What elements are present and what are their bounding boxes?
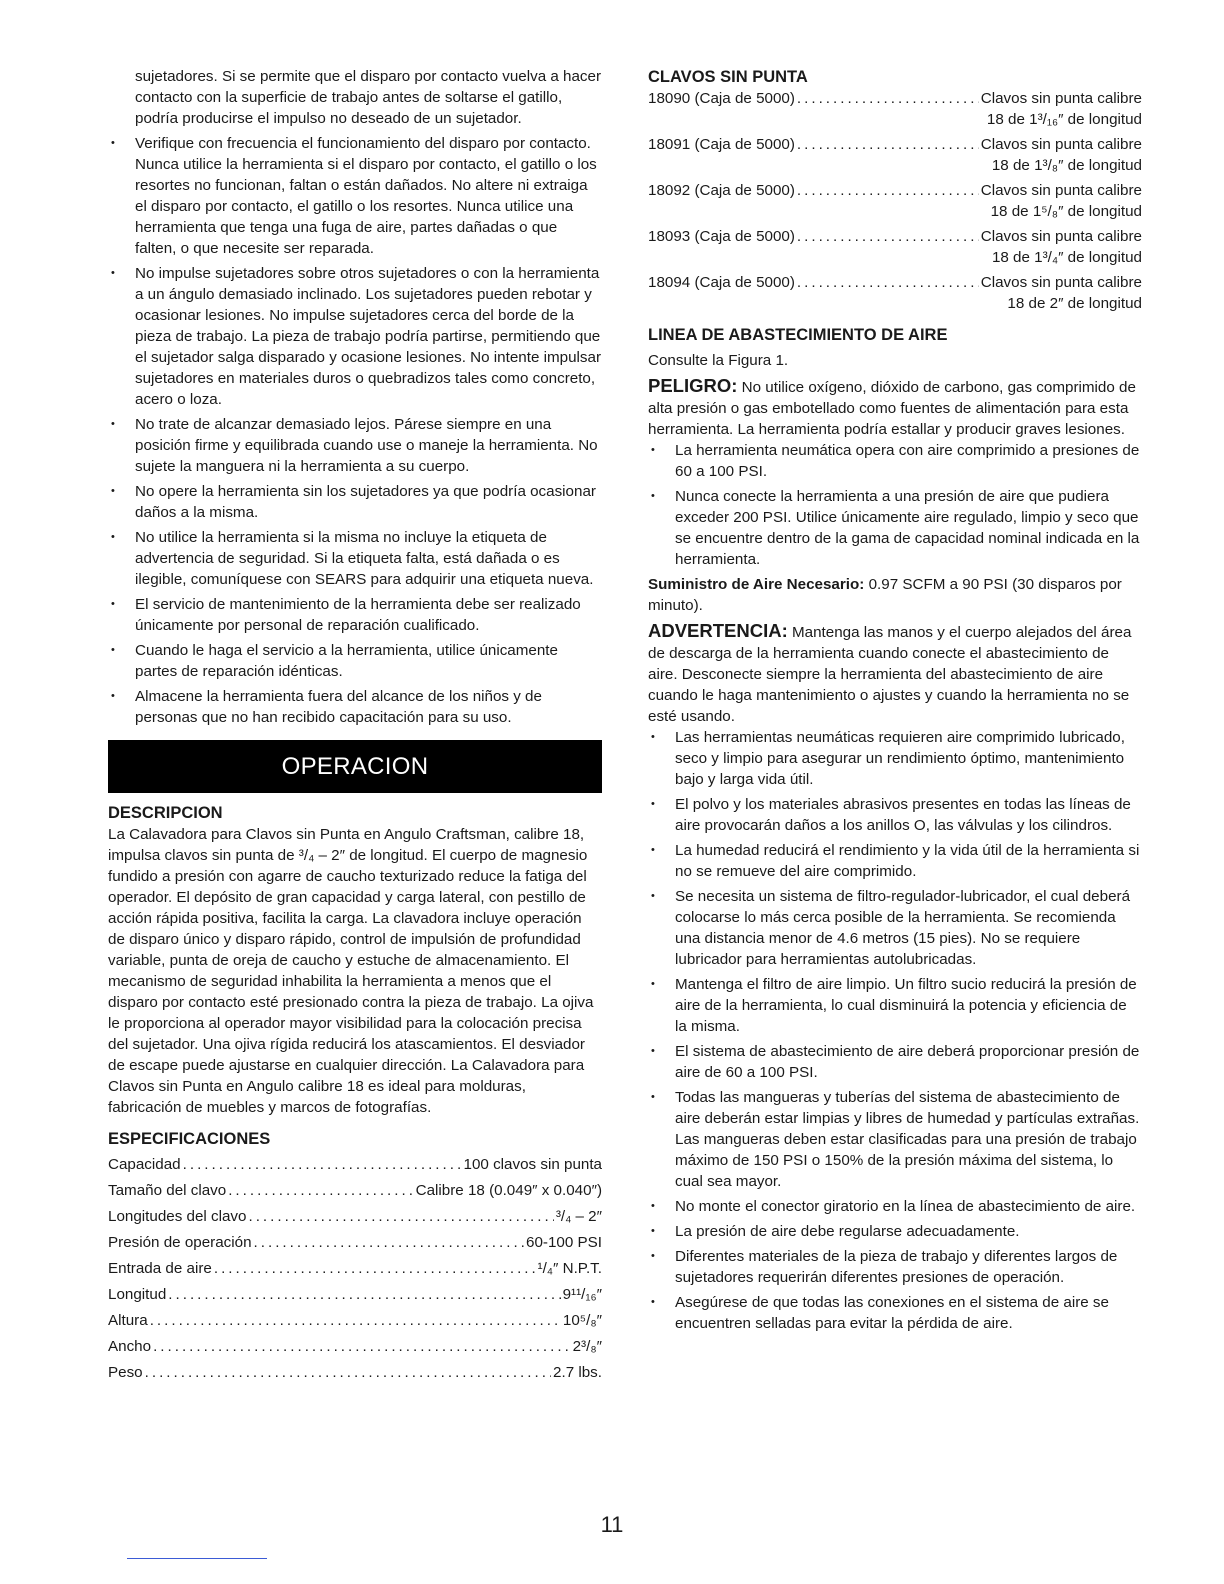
nail-size: 18 de 1³/₄″ de longitud [991, 249, 1142, 266]
list-item: • La presión de aire debe regularse adecuadamente. [648, 1221, 1142, 1242]
list-item: • Nunca conecte la herramienta a una presión de aire que pudiera exceder 200 PSI. Utilice únicamente aire regulado, limpio y seco que se encuentre dentro de la gama de capacidad nominal indicada en la herramienta. [648, 486, 1142, 570]
list-item: • El servicio de mantenimiento de la herramienta debe ser realizado únicamente por personal de reparación cualificado. [108, 594, 602, 636]
leader-dots [248, 1204, 553, 1230]
list-item: • Almacene la herramienta fuera del alcance de los niños y de personas que no han recibido capacitación para su uso. [108, 686, 602, 728]
nail-part-number: 18090 (Caja de 5000) [648, 90, 795, 107]
list-item: • No impulse sujetadores sobre otros sujetadores o con la herramienta a un ángulo demasiado inclinado. Los sujetadores pueden rebotar y ocasionar lesiones. No impulse sujetadores cerca del borde de la pieza de trabajo. La pieza de trabajo podría partirse, permitiendo que el sujetador salga disparado y ocasione lesiones. No intente impulsar sujetadores en materiales duros o quebradizos tales como concreto, acero o loza. [108, 263, 602, 410]
consulte-text: Consulte la Figura 1. [648, 352, 789, 369]
spec-row [108, 1282, 602, 1308]
pressure-bullet-list [648, 440, 1142, 570]
list-item: • No utilice la herramienta si la misma no incluye la etiqueta de advertencia de seguridad. Si la etiqueta falta, está dañada o es ilegible, comuníquese con SEARS para adquirir una etiqueta nueva. [108, 527, 602, 590]
spec-row [108, 1256, 602, 1282]
spec-label: Longitudes del clavo [108, 1208, 247, 1225]
peligro-text: No utilice oxígeno, dióxido de carbono, gas comprimido de alta presión o gas embotellado como fuentes de alimentación para esta herramienta. La herramienta podría estallar y producir graves lesiones. [648, 379, 1136, 438]
spec-label: Capacidad [108, 1156, 181, 1173]
nail-item [648, 134, 1142, 176]
list-item: • Verifique con frecuencia el funcionamiento del disparo por contacto. Nunca utilice la herramienta si el disparo por contacto, el gatillo o los resortes no funcionan, faltan o están dañados. No altere ni extraiga el disparo por contacto, el gatillo o los resortes. Nunca utilice una herramienta que tenga una fuga de aire, partes dañadas o que falten, o que necesite ser reparada. [108, 133, 602, 259]
list-item: • La herramienta neumática opera con aire comprimido a presiones de 60 a 100 PSI. [648, 440, 1142, 482]
nail-item [648, 180, 1142, 222]
leader-dots [797, 88, 979, 109]
nail-description: Clavos sin punta calibre [980, 90, 1142, 107]
nail-size: 18 de 1³/₁₆″ de longitud [986, 111, 1142, 128]
right-column [648, 66, 1142, 1338]
spec-value: 60-100 PSI [526, 1234, 602, 1251]
leader-dots [183, 1152, 462, 1178]
specs-table [108, 1152, 602, 1386]
leader-dots [150, 1308, 561, 1334]
list-item: • No opere la herramienta sin los sujetadores ya que podría ocasionar daños a la misma. [108, 481, 602, 523]
page-number: 11 [600, 1512, 624, 1537]
nail-item [648, 272, 1142, 314]
advertencia-label: ADVERTENCIA: [648, 620, 788, 641]
advertencia-text: Mantenga las manos y el cuerpo alejados del área de descarga de la herramienta cuando conecte el abastecimiento de aire. Desconecte siempre la herramienta del abastecimiento de aire cuando le haga mantenimiento o ajustes y cuando la herramienta no se esté usando. [648, 624, 1132, 725]
list-item: • Se necesita un sistema de filtro-regulador-lubricador, el cual deberá colocarse lo más cerca posible de la herramienta. Se recomienda una distancia menor de 4.6 metros (15 pies). No se requiere lubricador para herramientas autolubricadas. [648, 886, 1142, 970]
footer-rule [127, 1558, 267, 1559]
spec-row [108, 1308, 602, 1334]
spec-row [108, 1230, 602, 1256]
list-item: • La humedad reducirá el rendimiento y la vida útil de la herramienta si no se remueve del aire comprimido. [648, 840, 1142, 882]
list-item: • Asegúrese de que todas las conexiones en el sistema de aire se encuentren selladas para evitar la pérdida de aire. [648, 1292, 1142, 1334]
suministro-label: Suministro de Aire Necesario: [648, 576, 865, 593]
list-item: • Las herramientas neumáticas requieren aire comprimido lubricado, seco y limpio para asegurar un rendimiento óptimo, mantenimiento bajo y larga vida útil. [648, 727, 1142, 790]
nail-part-number: 18091 (Caja de 5000) [648, 136, 795, 153]
list-item: • El sistema de abastecimiento de aire deberá proporcionar presión de aire de 60 a 100 PSI. [648, 1041, 1142, 1083]
leader-dots [797, 180, 979, 201]
nails-list [648, 88, 1142, 314]
spec-value: 9¹¹/₁₆″ [562, 1286, 602, 1303]
nail-description: Clavos sin punta calibre [980, 274, 1142, 291]
nail-part-number: 18094 (Caja de 5000) [648, 274, 795, 291]
nail-size: 18 de 1³/₈″ de longitud [991, 157, 1142, 174]
list-item: • Mantenga el filtro de aire limpio. Un filtro sucio reducirá la presión de aire de la herramienta, lo cual disminuirá la potencia y eficiencia de la misma. [648, 974, 1142, 1037]
leader-dots [797, 226, 979, 247]
peligro-paragraph [648, 375, 1142, 440]
leader-dots [797, 272, 979, 293]
nail-description: Clavos sin punta calibre [980, 182, 1142, 199]
nail-size: 18 de 2″ de longitud [1007, 295, 1142, 312]
banner-title: OPERACION [281, 752, 429, 780]
spec-label: Entrada de aire [108, 1260, 212, 1277]
suministro-paragraph [648, 574, 1142, 616]
list-item: • Diferentes materiales de la pieza de trabajo y diferentes largos de sujetadores requerirán diferentes presiones de operación. [648, 1246, 1142, 1288]
leader-dots [254, 1230, 524, 1256]
descripcion-heading: DESCRIPCION [108, 804, 223, 822]
spec-label: Altura [108, 1312, 148, 1329]
spec-label: Tamaño del clavo [108, 1182, 227, 1199]
spec-label: Presión de operación [108, 1234, 252, 1251]
advertencia-paragraph [648, 620, 1142, 727]
list-item: • Todas las mangueras y tuberías del sistema de abastecimiento de aire deberán estar limpias y libres de humedad y partículas extrañas. Las mangueras deben estar clasificadas para una presión de trabajo máximo de 150 PSI o 150% de la presión máxima del sistema, lo cual sea mayor. [648, 1087, 1142, 1192]
leader-dots [797, 134, 979, 155]
spec-row [108, 1204, 602, 1230]
nail-size: 18 de 1⁵/₈″ de longitud [990, 203, 1142, 220]
spec-row [108, 1178, 602, 1204]
spec-value: 2³/₈″ [572, 1338, 602, 1355]
suministro-text: 0.97 SCFM a 90 PSI (30 disparos por minuto). [648, 576, 1122, 614]
intro-paragraph: sujetadores. Si se permite que el disparo por contacto vuelva a hacer contacto con la superficie de trabajo antes de soltarse el gatillo, podría producirse el impulso no deseado de un sujetador. [135, 68, 602, 127]
list-item: • El polvo y los materiales abrasivos presentes en todas las líneas de aire provocarán daños a los anillos O, las válvulas y los cilindros. [648, 794, 1142, 836]
spec-value: 10⁵/₈″ [562, 1312, 602, 1329]
spec-value: 100 clavos sin punta [463, 1156, 602, 1173]
especificaciones-heading: ESPECIFICACIONES [108, 1130, 271, 1148]
peligro-label: PELIGRO: [648, 375, 738, 396]
operacion-banner [108, 740, 602, 793]
spec-value: Calibre 18 (0.049″ x 0.040″) [415, 1182, 602, 1199]
leader-dots [228, 1178, 413, 1204]
list-item: • Cuando le haga el servicio a la herramienta, utilice únicamente partes de reparación idénticas. [108, 640, 602, 682]
spec-value: 2.7 lbs. [553, 1364, 602, 1381]
spec-row [108, 1360, 602, 1386]
nail-part-number: 18092 (Caja de 5000) [648, 182, 795, 199]
nail-item [648, 88, 1142, 130]
leader-dots [153, 1334, 571, 1360]
nail-description: Clavos sin punta calibre [980, 228, 1142, 245]
leader-dots [145, 1360, 551, 1386]
left-column [108, 66, 602, 1386]
leader-dots [214, 1256, 536, 1282]
nail-description: Clavos sin punta calibre [980, 136, 1142, 153]
spec-label: Ancho [108, 1338, 152, 1355]
descripcion-text: La Calavadora para Clavos sin Punta en Angulo Craftsman, calibre 18, impulsa clavos sin punta de ³/₄ – 2″ de longitud. El cuerpo de magnesio fundido a presión con agarre de caucho texturizado reduce la fatiga del operador. El depósito de gran capacidad y carga lateral, con pestillo de acción rápida positiva, facilita la carga. La clavadora incluye operación de disparo único y disparo rápido, control de impulsión de profundidad variable, punta de oreja de caucho y estuche de almacenamiento. El mecanismo de seguridad inhabilita la herramienta a menos que el disparo por contacto esté presionado contra la pieza de trabajo. La ojiva le proporciona al operador mayor visibilidad para la colocación precisa del sujetador. Una ojiva rígida reducirá los atascamientos. El desviador de escape puede ajustarse en cualquier dirección. La Calavadora para Clavos sin Punta en Angulo calibre 18 es ideal para molduras, fabricación de muebles y marcos de fotografías. [108, 826, 594, 1116]
safety-bullet-list [108, 133, 602, 728]
spec-label: Longitud [108, 1286, 167, 1303]
spec-row [108, 1152, 602, 1178]
leader-dots [168, 1282, 560, 1308]
clavos-heading: CLAVOS SIN PUNTA [648, 68, 808, 86]
spec-value: ¹/₄″ N.P.T. [537, 1260, 602, 1277]
spec-value: ³/₄ – 2″ [555, 1208, 602, 1225]
linea-heading: LINEA DE ABASTECIMIENTO DE AIRE [648, 326, 948, 344]
list-item: • No trate de alcanzar demasiado lejos. Párese siempre en una posición firme y equilibrada cuando use o maneje la herramienta. No sujete la manguera ni la herramienta a su cuerpo. [108, 414, 602, 477]
list-item: • No monte el conector giratorio en la línea de abastecimiento de aire. [648, 1196, 1142, 1217]
nail-part-number: 18093 (Caja de 5000) [648, 228, 795, 245]
nail-item [648, 226, 1142, 268]
spec-label: Peso [108, 1364, 143, 1381]
air-supply-bullet-list [648, 727, 1142, 1334]
spec-row [108, 1334, 602, 1360]
